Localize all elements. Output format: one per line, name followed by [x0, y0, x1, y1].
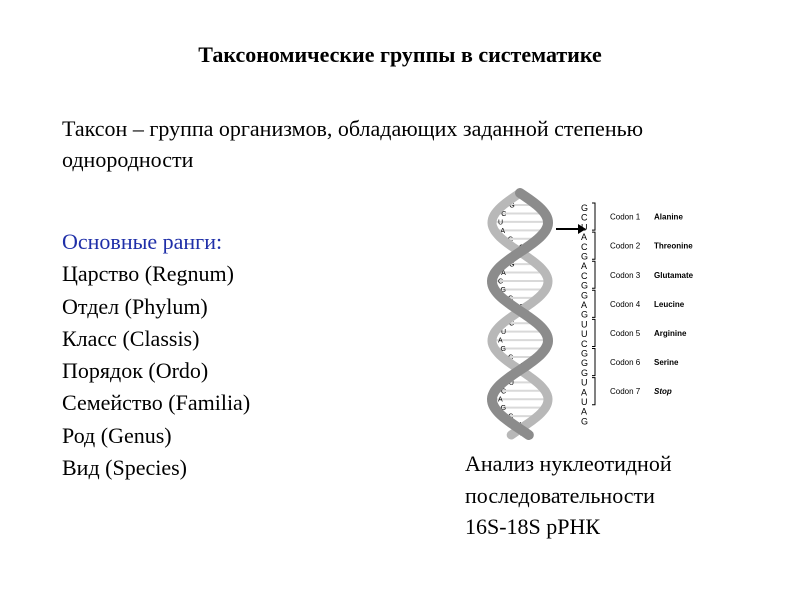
mrna-base: C [581, 338, 588, 349]
base-letter: C [507, 236, 513, 244]
base-letter: C [508, 295, 514, 303]
mrna-base: G [581, 416, 589, 427]
codon-bracket [592, 290, 595, 317]
codon-label: Codon 7 [610, 387, 641, 397]
mrna-base: U [581, 319, 588, 330]
mrna-base: A [581, 300, 588, 310]
mrna-base: U [581, 222, 588, 233]
codon-bracket [592, 261, 595, 288]
dna-helix-diagram [478, 185, 718, 440]
base-letter: U [501, 329, 507, 337]
rank-item-regnum: Царство (Regnum) [62, 261, 234, 287]
amino-acid-label: Serine [654, 358, 679, 368]
codon-bracket [592, 378, 595, 405]
mrna-base: A [581, 387, 588, 398]
mrna-base: A [581, 406, 588, 417]
codon-bracket [592, 349, 595, 376]
mrna-base: U [581, 377, 588, 388]
base-letter: G [519, 303, 525, 311]
base-letter: U [508, 379, 514, 387]
base-letter: C [500, 388, 507, 396]
rank-item-species: Вид (Species) [62, 455, 187, 481]
mrna-base: G [581, 251, 589, 262]
base-letter: G [518, 244, 525, 252]
codon-label: Codon 3 [610, 270, 641, 280]
base-letter: A [498, 396, 503, 404]
mrna-base: G [581, 358, 589, 369]
base-letter: A [498, 337, 503, 345]
base-letter: G [509, 261, 515, 269]
base-letter: C [508, 354, 514, 362]
amino-acid-label: Arginine [654, 328, 687, 338]
codon-bracket [592, 232, 595, 259]
base-letter: A [519, 362, 524, 370]
codon-label: Codon 1 [610, 212, 641, 222]
mrna-base: G [581, 367, 589, 378]
base-letter: A [520, 430, 525, 438]
mrna-base: G [581, 348, 589, 359]
base-letter: C [508, 413, 514, 421]
mrna-base: C [581, 270, 588, 281]
mrna-base: A [581, 232, 588, 243]
codon-label: Codon 4 [610, 299, 641, 309]
figure-caption [465, 448, 672, 543]
mrna-base: U [581, 397, 588, 407]
base-letter: A [520, 253, 526, 261]
base-letter: G [500, 286, 506, 294]
caption-line-2: последовательности [465, 482, 655, 508]
taxon-definition: Таксон – группа организмов, обладающих заданной степенью однородности [62, 116, 644, 172]
caption-line-1: Анализ нуклеотидной [465, 451, 672, 476]
slide-title: Таксономические группы в систематике [198, 42, 602, 67]
rank-item-phylum: Отдел (Phylum) [62, 293, 208, 319]
codon-bracket [592, 319, 595, 346]
ranks-heading: Основные ранги: [62, 229, 223, 254]
base-letter: G [500, 405, 507, 413]
mrna-base: C [581, 241, 588, 252]
mrna-base: A [581, 261, 588, 272]
codon-label: Codon 2 [610, 241, 641, 251]
base-letter: C [498, 278, 504, 286]
base-letter: G [520, 371, 526, 379]
base-letter: A [520, 312, 526, 320]
codon-label: Codon 5 [610, 328, 641, 338]
rank-item-familia: Семейство (Familia) [62, 390, 251, 416]
codon-bracket [592, 203, 595, 230]
base-letter: A [500, 227, 506, 235]
mrna-base: G [581, 290, 589, 301]
amino-acid-label: Stop [654, 387, 672, 397]
codon-label: Codon 6 [610, 358, 641, 368]
ranks-list [62, 226, 250, 484]
mrna-base: U [581, 329, 588, 340]
base-letter: C [509, 320, 515, 328]
base-letter: U [519, 422, 525, 430]
mrna-base: G [581, 309, 589, 320]
rank-item-ordo: Порядок (Ordo) [62, 358, 209, 384]
mrna-base: G [581, 203, 589, 213]
base-letter: A [501, 270, 506, 278]
mrna-base: G [581, 280, 589, 291]
base-letter: C [501, 210, 507, 218]
amino-acid-label: Alanine [654, 212, 683, 222]
caption-line-3: 16S-18S рРНК [465, 514, 601, 539]
rank-item-classis: Класс (Classis) [62, 325, 200, 351]
dna-codon-figure [478, 185, 718, 440]
amino-acid-label: Threonine [654, 241, 693, 251]
amino-acid-label: Glutamate [654, 270, 694, 280]
amino-acid-label: Leucine [654, 299, 685, 309]
base-letter: G [509, 202, 515, 210]
base-letter: U [498, 219, 504, 227]
mrna-base: C [581, 212, 588, 223]
rank-item-genus: Род (Genus) [62, 422, 172, 448]
base-letter: G [500, 346, 506, 354]
